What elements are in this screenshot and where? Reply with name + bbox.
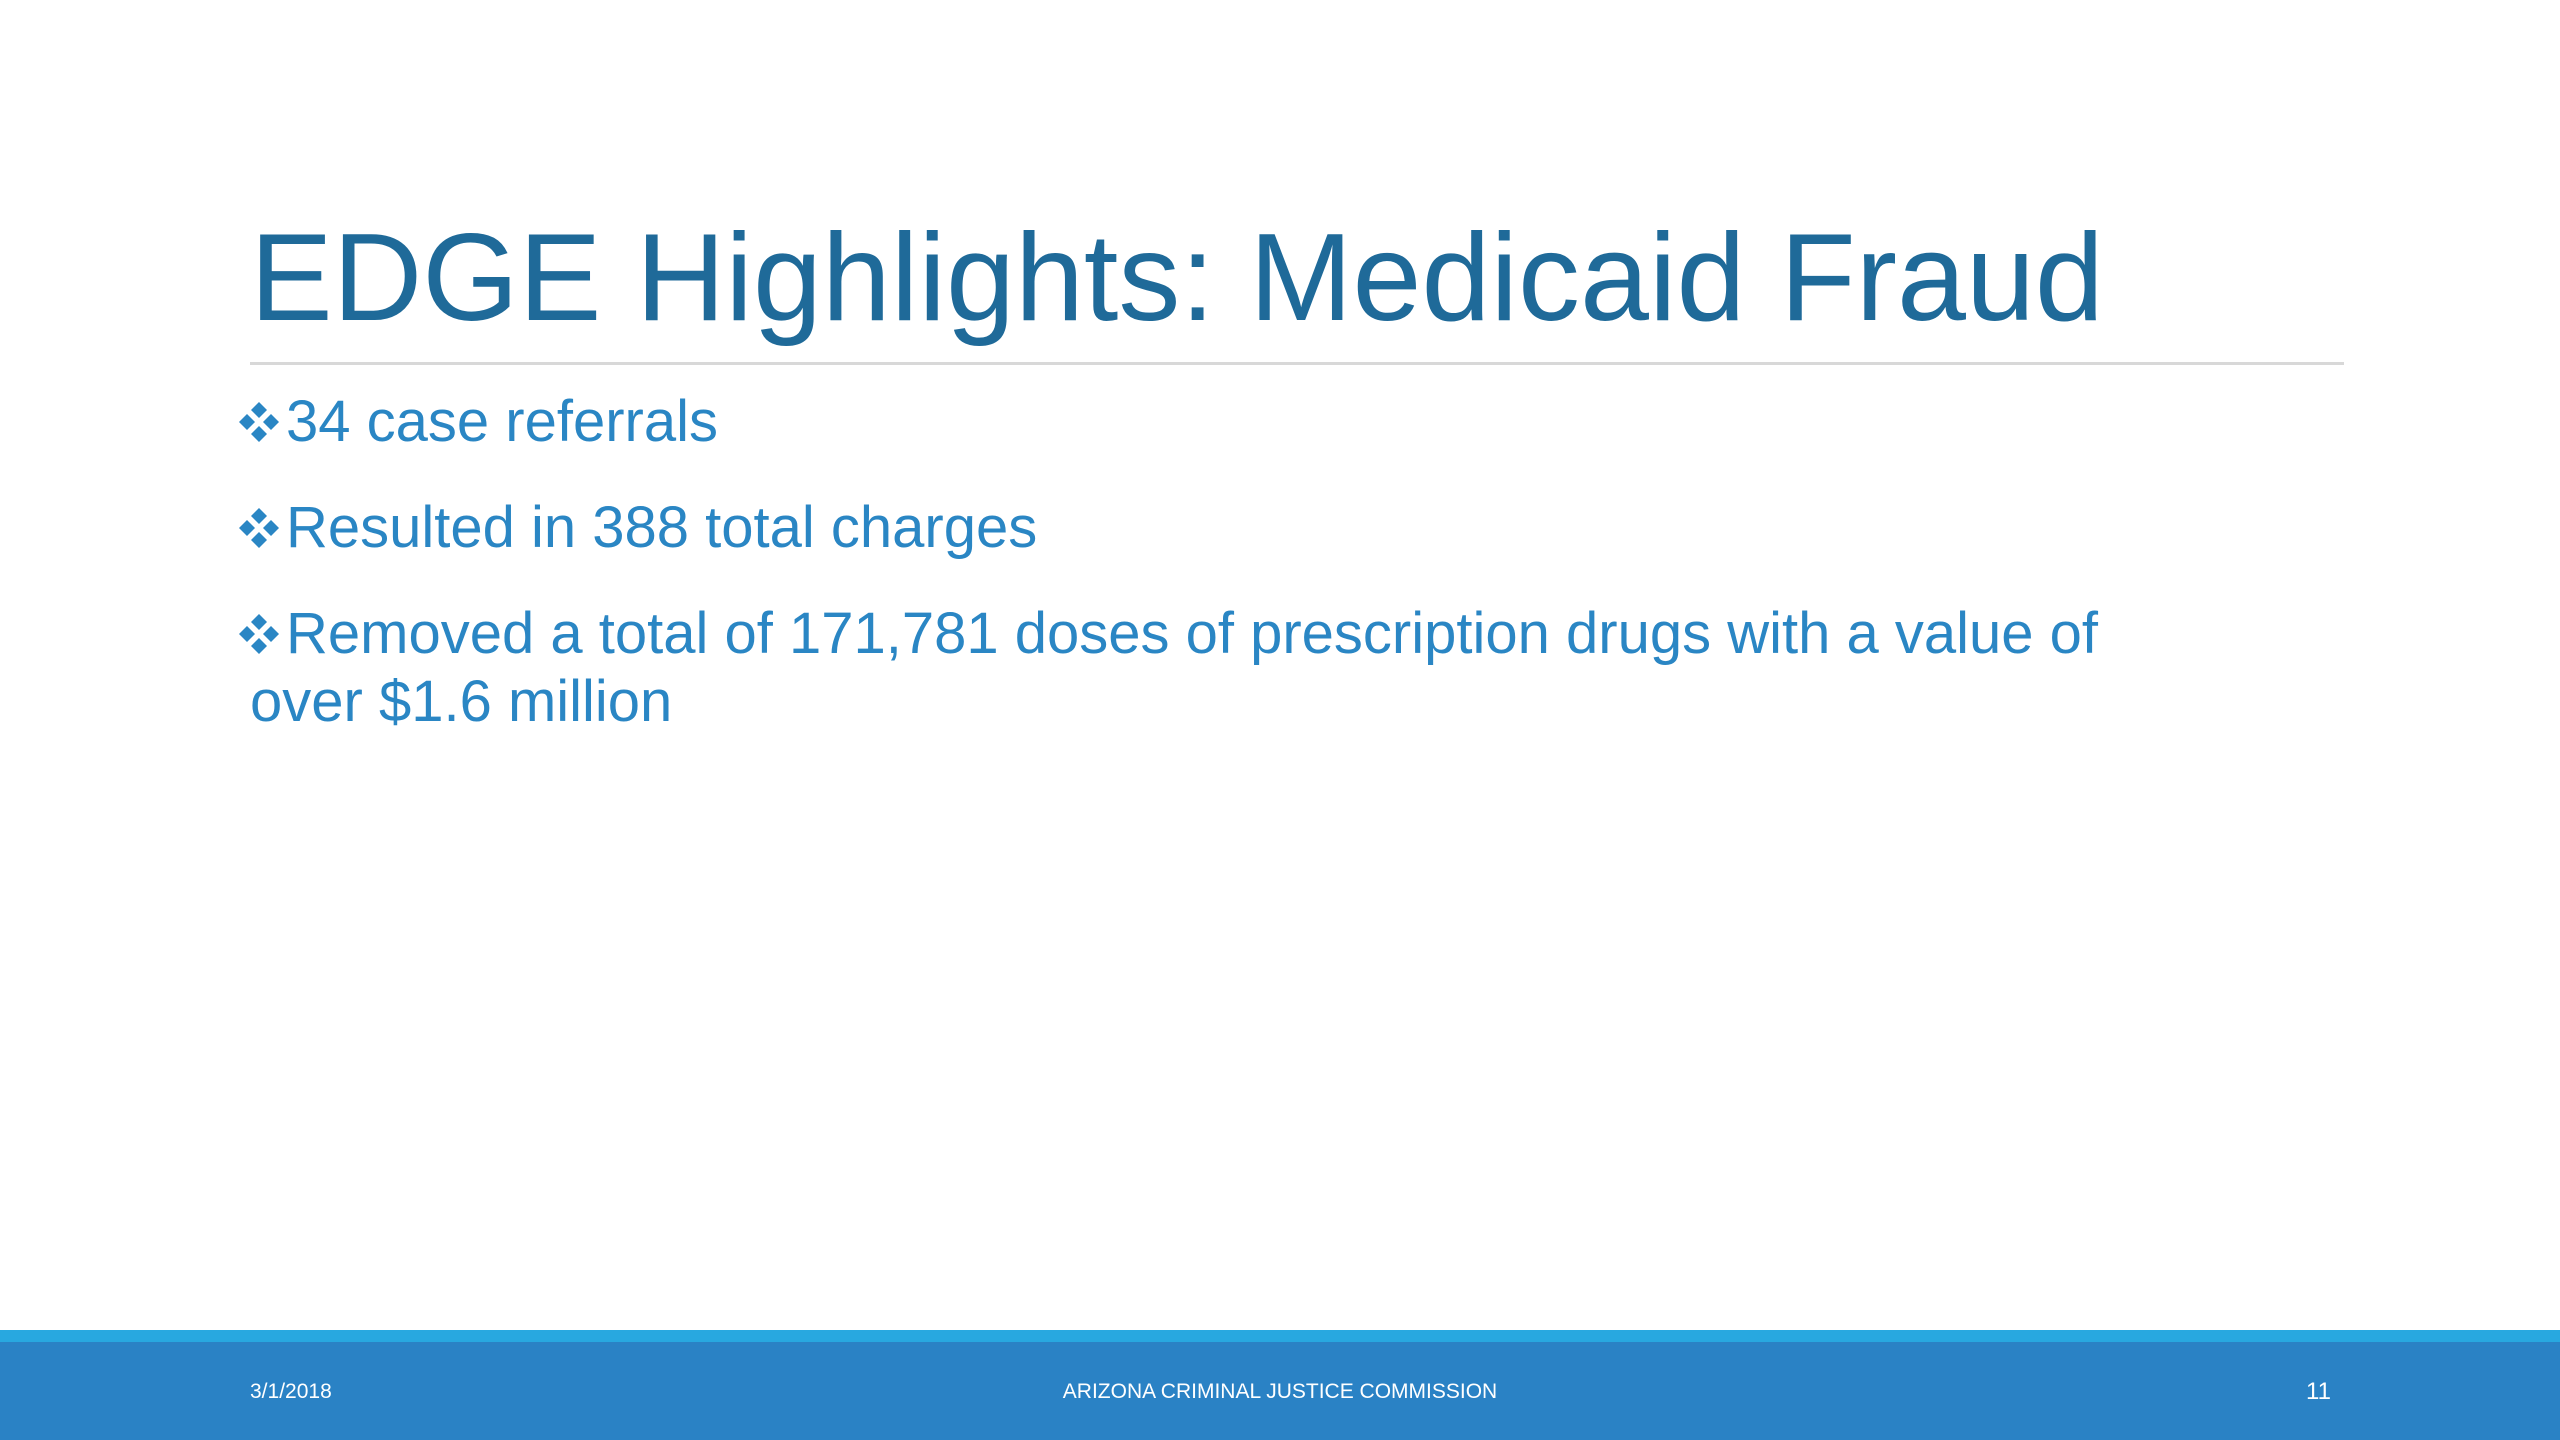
bullet-text: 34 case referrals [286,389,718,454]
bullet-text-continuation: over $1.6 million [250,669,673,734]
bullet-list [236,388,2356,774]
four-diamond-bullet-icon [236,399,282,445]
footer-date: 3/1/2018 [250,1380,332,1403]
bullet-text: Resulted in 388 total charges [286,495,1038,560]
title-divider [250,362,2344,365]
bullet-item [236,388,2356,456]
bullet-text: Removed a total of 171,781 doses of prescription drugs with a value of [286,601,2098,666]
bullet-item [236,600,2356,736]
slide-title: EDGE Highlights: Medicaid Fraud [250,209,2104,347]
four-diamond-bullet-icon [236,611,282,657]
bullet-item [236,494,2356,562]
slide-number: 11 [2306,1378,2331,1405]
footer-organization: ARIZONA CRIMINAL JUSTICE COMMISSION [1062,1380,1498,1403]
four-diamond-bullet-icon [236,505,282,551]
footer-accent-bar [0,1330,2560,1342]
